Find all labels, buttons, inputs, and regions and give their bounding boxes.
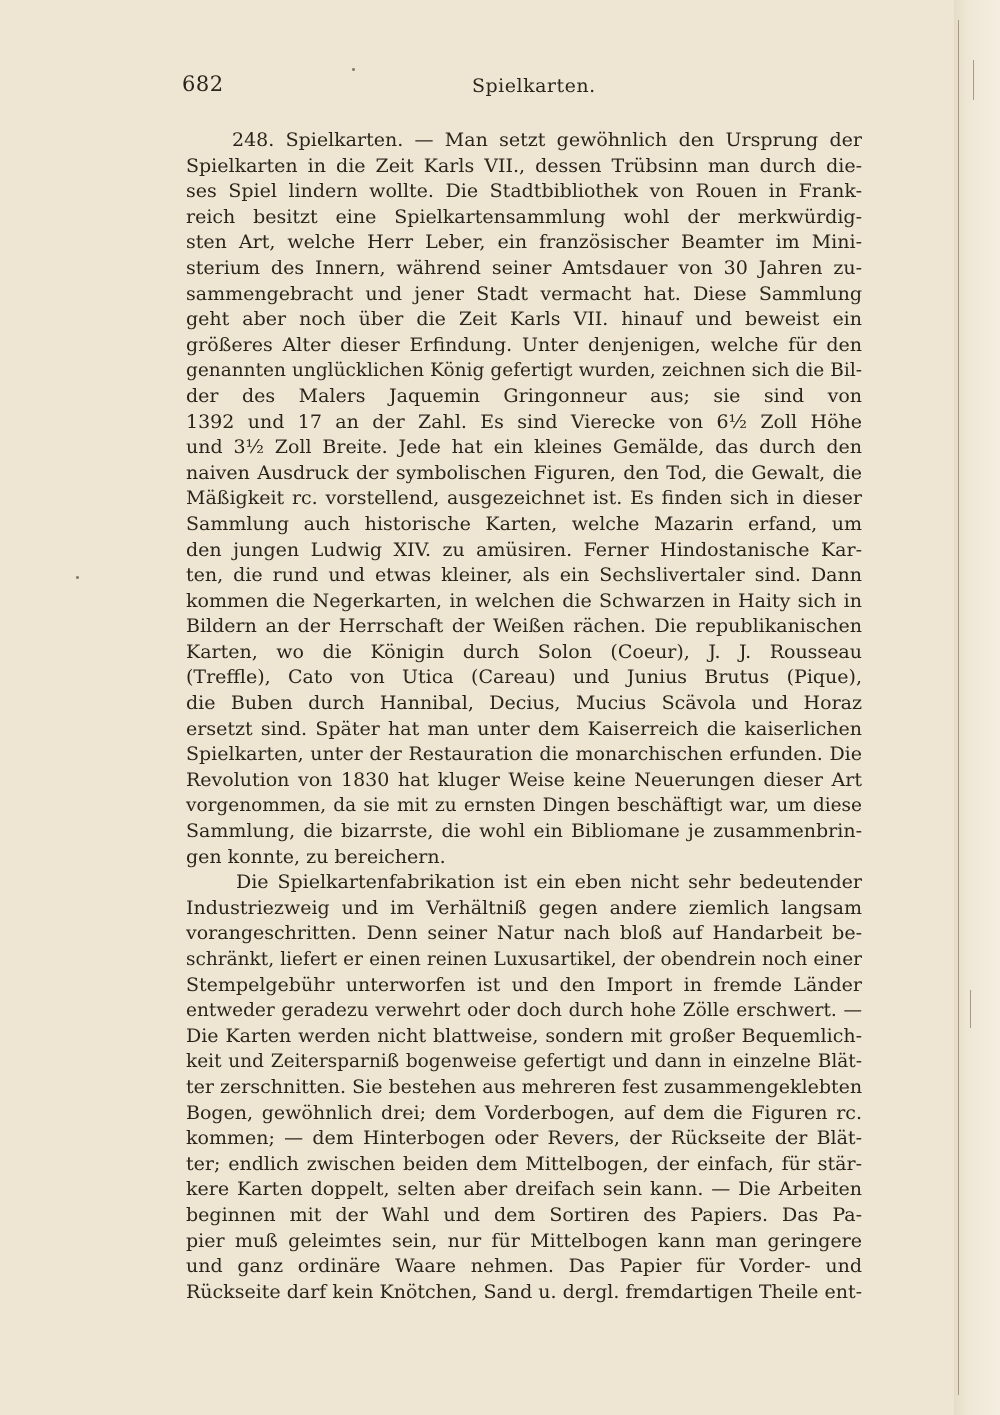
paper-speck	[76, 576, 79, 579]
text-line: ter zerschnitten. Sie bestehen aus mehreren fest zusammengeklebten	[186, 1075, 863, 1098]
text-line: naiven Ausdruck der symbolischen Figuren, den Tod, die Gewalt, die	[186, 461, 862, 484]
text-line: pier muß geleimtes sein, nur für Mittelbogen kann man geringere	[186, 1229, 862, 1252]
text-line: sammengebracht und jener Stadt vermacht hat. Diese Sammlung	[186, 282, 862, 305]
page-header	[182, 72, 862, 106]
text-line: ten, die rund und etwas kleiner, als ein Sechslivertaler sind. Dann	[186, 564, 862, 587]
text-line: und 3½ Zoll Breite. Jede hat ein kleines Gemälde, das durch den	[186, 436, 862, 459]
binding-line-mark	[970, 990, 971, 1028]
text-line: Bildern an der Herrschaft der Weißen rächen. Die republikanischen	[186, 615, 862, 638]
text-line: Revolution von 1830 hat kluger Weise keine Neuerungen dieser Art	[186, 768, 862, 791]
text-line: Bogen, gewöhnlich drei; dem Vorderbogen, auf dem die Figuren rc.	[186, 1101, 862, 1124]
text-line: Sammlung auch historische Karten, welche Mazarin erfand, um	[186, 512, 862, 535]
text-line: gen konnte, zu bereichern.	[186, 845, 446, 868]
text-line: der des Malers Jaquemin Gringonneur aus; sie sind von	[186, 384, 862, 407]
text-line: genannten unglücklichen König gefertigt wurden, zeichnen sich die Bil-	[186, 360, 862, 382]
binding-line-mark	[973, 60, 974, 100]
running-title: Spielkarten.	[472, 75, 596, 97]
text-line: entweder geradezu verwehrt oder doch durch hohe Zölle erschwert. —	[186, 1000, 862, 1022]
text-line: kommen; — dem Hinterbogen oder Revers, der Rückseite der Blät-	[186, 1127, 862, 1150]
text-line: Die Karten werden nicht blattweise, sondern mit großer Bequemlich-	[186, 1024, 862, 1047]
text-line: ses Spiel lindern wollte. Die Stadtbibliothek von Rouen in Frank-	[186, 180, 862, 203]
text-line: sten Art, welche Herr Leber, ein französischer Beamter im Mini-	[186, 231, 862, 254]
text-line: kommen die Negerkarten, in welchen die Schwarzen in Haity sich in	[186, 589, 862, 612]
text-line: Spielkarten in die Zeit Karls VII., dessen Trübsinn man durch die-	[186, 154, 862, 177]
text-line: Industriezweig und im Verhältniß gegen andere ziemlich langsam	[186, 896, 862, 919]
text-line: reich besitzt eine Spielkartensammlung wohl der merkwürdig-	[186, 205, 862, 228]
text-line: beginnen mit der Wahl und dem Sortiren des Papiers. Das Pa-	[186, 1203, 862, 1226]
text-line: ter; endlich zwischen beiden dem Mittelbogen, der einfach, für stär-	[186, 1152, 862, 1175]
text-line: schränkt, liefert er einen reinen Luxusartikel, der obendrein noch einer	[186, 949, 862, 970]
text-line: größeres Alter dieser Erfindung. Unter denjenigen, welche für den	[186, 333, 862, 356]
body-text	[186, 128, 862, 1305]
text-line: Rückseite darf kein Knötchen, Sand u. dergl. fremdartigen Theile ent-	[186, 1280, 862, 1303]
text-line: und ganz ordinäre Waare nehmen. Das Papier für Vorder- und	[186, 1255, 862, 1278]
text-line: keit und Zeitersparniß bogenweise gefertigt und dann in einzelne Blät-	[186, 1051, 862, 1073]
text-line: 248. Spielkarten. — Man setzt gewöhnlich den Ursprung der	[232, 129, 862, 151]
text-line: vorangeschritten. Denn seiner Natur nach bloß auf Handarbeit be-	[186, 922, 862, 945]
text-line: den jungen Ludwig XIV. zu amüsiren. Ferner Hindostanische Kar-	[186, 538, 862, 561]
page-edge	[954, 0, 1000, 1415]
text-line: vorgenommen, da sie mit zu ernsten Dingen beschäftigt war, um diese	[186, 795, 862, 817]
text-line: sterium des Innern, während seiner Amtsdauer von 30 Jahren zu-	[186, 256, 862, 279]
text-line: geht aber noch über die Zeit Karls VII. hinauf und beweist ein	[186, 308, 862, 331]
text-line: 1392 und 17 an der Zahl. Es sind Vierecke von 6½ Zoll Höhe	[186, 410, 862, 433]
text-line: ersetzt sind. Später hat man unter dem Kaiserreich die kaiserlichen	[186, 717, 862, 740]
text-line: kere Karten doppelt, selten aber dreifach sein kann. — Die Arbeiten	[186, 1178, 862, 1201]
text-line: Spielkarten, unter der Restauration die monarchischen erfunden. Die	[186, 743, 862, 766]
text-line: Die Spielkartenfabrikation ist ein eben nicht sehr bedeutender	[236, 871, 862, 894]
paper-speck	[352, 68, 355, 71]
text-line: die Buben durch Hannibal, Decius, Mucius Scävola und Horaz	[186, 692, 862, 715]
text-line: Stempelgebühr unterworfen ist und den Import in fremde Länder	[186, 973, 862, 996]
text-line: Mäßigkeit rc. vorstellend, ausgezeichnet ist. Es finden sich in dieser	[186, 487, 862, 510]
text-line: (Treffle), Cato von Utica (Careau) und Junius Brutus (Pique),	[186, 666, 862, 689]
text-line: Karten, wo die Königin durch Solon (Coeur), J. J. Rousseau	[186, 640, 862, 663]
binding-line	[958, 20, 959, 1395]
text-line: Sammlung, die bizarrste, die wohl ein Bibliomane je zusammenbrin-	[186, 820, 862, 843]
page-number: 682	[182, 72, 224, 96]
